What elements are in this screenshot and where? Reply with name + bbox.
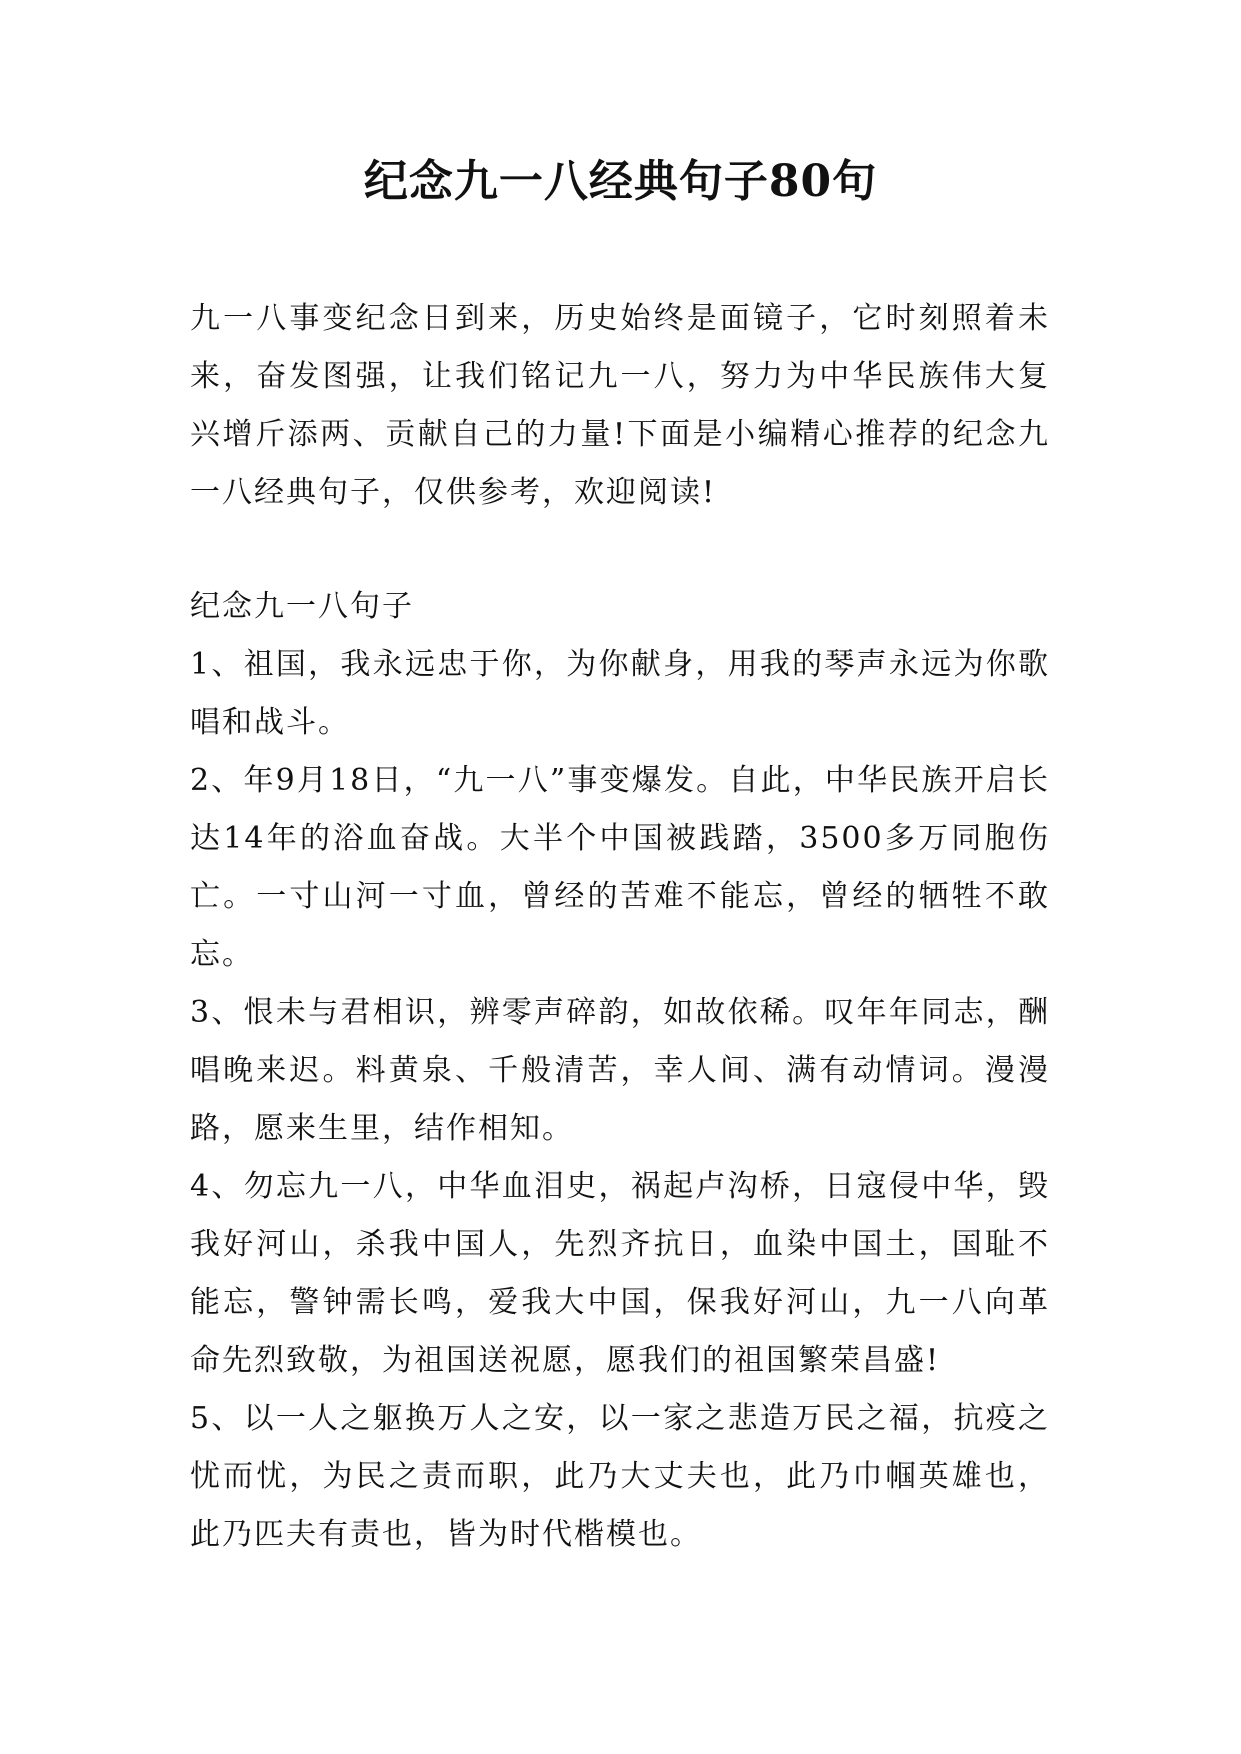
quote-list — [190, 636, 1050, 1564]
list-item: 1、祖国，我永远忠于你，为你献身，用我的琴声永远为你歌唱和战斗。 — [190, 647, 1050, 740]
document-title: 纪念九一八经典句子80句 — [363, 156, 878, 207]
list-item: 3、恨未与君相识，辨零声碎韵，如故依稀。叹年年同志，酬唱晚来迟。料黄泉、千般清苦，幸人间、满有动情词。漫漫路，愿来生里，结作相知。 — [190, 995, 1050, 1146]
list-item: 2、年9月18日，“九一八”事变爆发。自此，中华民族开启长达14年的浴血奋战。大半个中国被践踏，3500多万同胞伤亡。一寸山河一寸血，曾经的苦难不能忘，曾经的牺牲不敢忘。 — [190, 763, 1050, 972]
intro-paragraph: 九一八事变纪念日到来，历史始终是面镜子，它时刻照着未来，奋发图强，让我们铭记九一八，努力为中华民族伟大复兴增斤添两、贡献自己的力量!下面是小编精心推荐的纪念九一八经典句子，仅供参考，欢迎阅读! — [190, 301, 1050, 510]
list-item: 4、勿忘九一八，中华血泪史，祸起卢沟桥，日寇侵中华，毁我好河山，杀我中国人，先烈齐抗日，血染中国土，国耻不能忘，警钟需长鸣，爱我大中国，保我好河山，九一八向革命先烈致敬，为祖国送祝愿，愿我们的祖国繁荣昌盛! — [190, 1169, 1050, 1378]
section-heading: 纪念九一八句子 — [190, 589, 414, 624]
list-item: 5、以一人之躯换万人之安，以一家之悲造万民之福，抗疫之忧而忧，为民之责而职，此乃大丈夫也，此乃巾帼英雄也，此乃匹夫有责也，皆为时代楷模也。 — [190, 1401, 1050, 1552]
